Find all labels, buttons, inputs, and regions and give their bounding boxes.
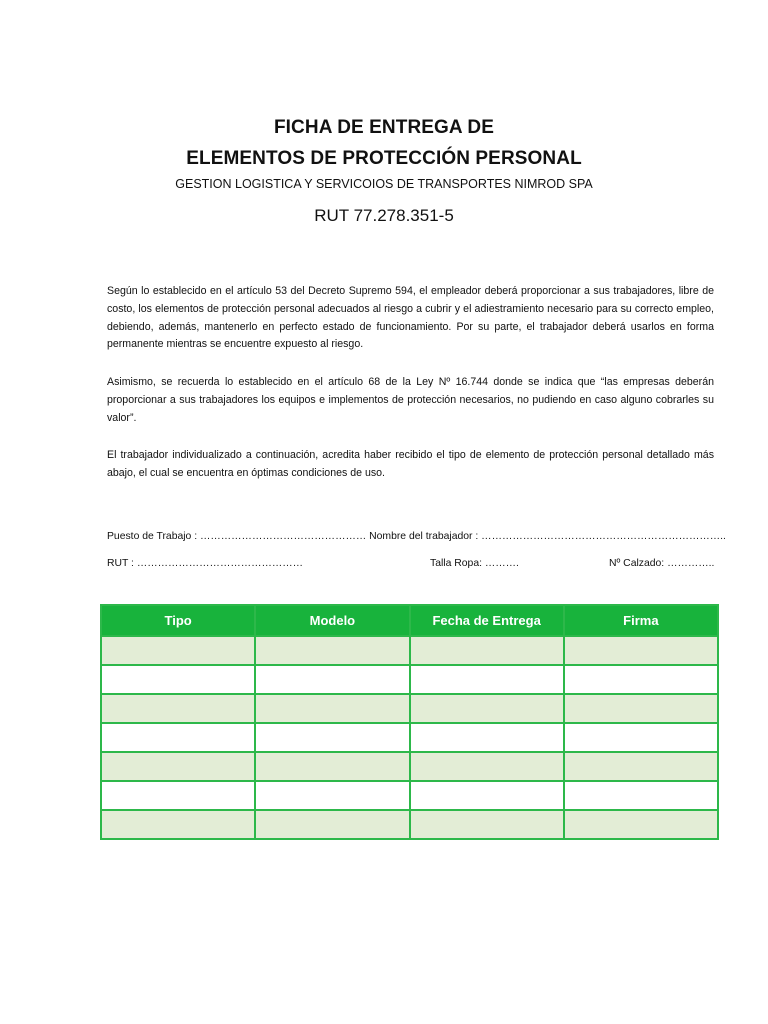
cell-fecha (410, 781, 564, 810)
cell-modelo (255, 752, 409, 781)
cell-fecha (410, 810, 564, 839)
cell-firma (564, 694, 718, 723)
cell-tipo (101, 665, 255, 694)
paragraph-acredita: El trabajador individualizado a continuación, acredita haber recibido el tipo de elemento de protección personal detallado más abajo, el cual se encuentra en óptimas condiciones de uso. (107, 449, 714, 479)
header-tipo: Tipo (101, 605, 255, 636)
header-firma: Firma (564, 605, 718, 636)
table-row (101, 781, 718, 810)
field-rut: RUT : ………………………………………… (107, 558, 304, 569)
table-row (101, 723, 718, 752)
document-title-line1: FICHA DE ENTREGA DE (273, 117, 495, 138)
cell-firma (564, 810, 718, 839)
cell-firma (564, 752, 718, 781)
table-row (101, 810, 718, 839)
company-name: GESTION LOGISTICA Y SERVICOIOS DE TRANSPORTES NIMROD SPA (175, 177, 593, 191)
cell-tipo (101, 723, 255, 752)
table-row (101, 636, 718, 665)
table-header-row (101, 605, 718, 636)
cell-tipo (101, 636, 255, 665)
cell-fecha (410, 723, 564, 752)
cell-modelo (255, 781, 409, 810)
table-row (101, 665, 718, 694)
cell-fecha (410, 752, 564, 781)
cell-firma (564, 636, 718, 665)
cell-fecha (410, 665, 564, 694)
cell-tipo (101, 781, 255, 810)
cell-tipo (101, 810, 255, 839)
table-row (101, 694, 718, 723)
cell-modelo (255, 810, 409, 839)
cell-firma (564, 723, 718, 752)
cell-modelo (255, 723, 409, 752)
company-rut: RUT 77.278.351-5 (314, 206, 454, 225)
paragraph-decreto: Según lo establecido en el artículo 53 del Decreto Supremo 594, el empleador deberá proporcionar a sus trabajadores, libre de costo, los elementos de protección personal adecuados al riesgo a cubrir y el adiestramiento necesario para su correcto empleo, debiendo, además, mantenerlo en perfecto estado de funcionamiento. Por su parte, el trabajador deberá usarlos en forma permanente mientras se encuentre expuesto al riesgo. (107, 285, 714, 351)
cell-modelo (255, 636, 409, 665)
cell-tipo (101, 694, 255, 723)
cell-modelo (255, 694, 409, 723)
field-puesto-nombre: Puesto de Trabajo : ………………………………………… Nombre del trabajador : …………………………………………………………….. (107, 531, 726, 542)
cell-modelo (255, 665, 409, 694)
epp-delivery-table (100, 604, 719, 840)
field-calzado: Nº Calzado: ………….. (609, 558, 715, 569)
header-fecha-entrega: Fecha de Entrega (410, 605, 564, 636)
header-modelo: Modelo (255, 605, 409, 636)
cell-fecha (410, 694, 564, 723)
paragraph-ley: Asimismo, se recuerda lo establecido en el artículo 68 de la Ley Nº 16.744 donde se indica que “las empresas deberán proporcionar a sus trabajadores los equipos e implementos de protección necesarios, no pudiendo en caso alguno cobrarles su valor”. (107, 376, 714, 424)
cell-fecha (410, 636, 564, 665)
table-row (101, 752, 718, 781)
cell-tipo (101, 752, 255, 781)
document-title-line2: ELEMENTOS DE PROTECCIÓN PERSONAL (186, 148, 582, 169)
cell-firma (564, 665, 718, 694)
cell-firma (564, 781, 718, 810)
field-talla-ropa: Talla Ropa: ………. (430, 558, 519, 569)
